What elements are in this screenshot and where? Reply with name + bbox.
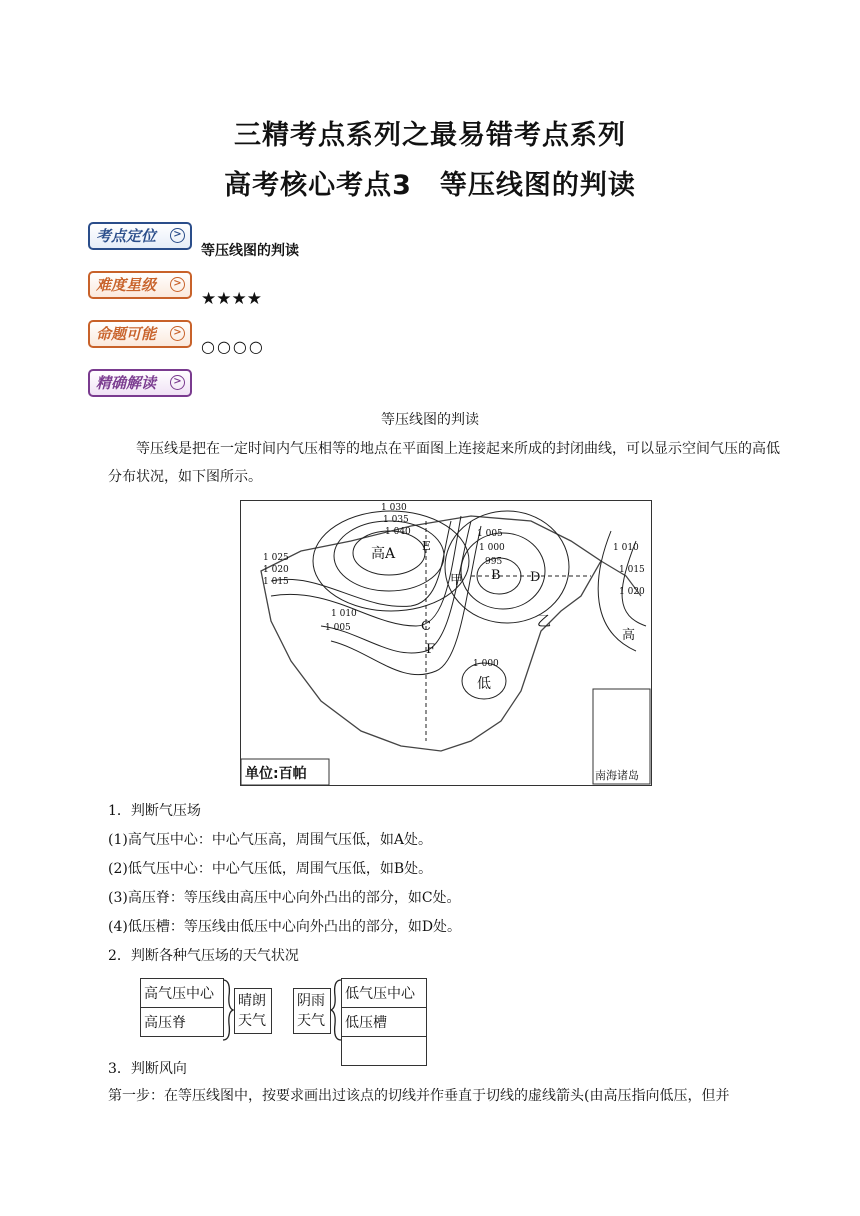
isobar-label: 995	[485, 557, 503, 567]
heading-1: 1．判断气压场	[108, 803, 201, 819]
isobar-label: 1 020	[619, 587, 645, 597]
point-1: (1)高气压中心：中心气压高，周围气压低，如A处。	[108, 832, 432, 848]
badge-kaodian	[88, 222, 192, 250]
label-jia: 甲	[450, 573, 464, 588]
right-brace-icon	[221, 978, 235, 1042]
isobar-label: 1 005	[325, 623, 351, 633]
isobar-label: 1 030	[381, 503, 407, 513]
isobar-label: 1 010	[331, 609, 357, 619]
isobar-label: 1 000	[473, 659, 499, 669]
point-2: (2)低气压中心：中心气压低，周围气压低，如B处。	[108, 861, 433, 877]
point-5: 第一步：在等压线图中，按要求画出过该点的切线并作垂直于切线的虚线箭头(由高压指向低压，但并	[108, 1088, 730, 1104]
badge-label: 精确解读	[96, 374, 157, 392]
badge-label: 难度星级	[96, 276, 157, 294]
label-d: D	[530, 570, 541, 585]
badge-value: 等压线图的判读	[201, 243, 299, 259]
intro-paragraph: 等压线是把在一定时间内气压相等的地点在平面图上连接起来所成的封闭曲线，可以显示空间气压的高低分布状况，如下图所示。	[108, 441, 780, 485]
label-high-a: 高A	[371, 546, 396, 562]
difficulty-stars: ★★★★	[201, 289, 262, 309]
label-c: C	[421, 619, 431, 634]
isobar-label: 1 010	[613, 543, 639, 553]
isobar-label: 1 040	[385, 527, 411, 537]
chevron-right-icon: >	[170, 277, 185, 292]
chevron-right-icon: >	[170, 228, 185, 243]
heading-2: 2．判断各种气压场的天气状况	[108, 948, 299, 964]
cell-low-center: 低气压中心	[342, 979, 427, 1008]
isobar-label: 1 020	[263, 565, 289, 575]
label-yi: 乙	[537, 614, 551, 630]
badge-label: 考点定位	[96, 227, 157, 245]
cell-high-center: 高气压中心	[141, 979, 224, 1008]
cell-empty	[342, 1037, 427, 1066]
chevron-right-icon: >	[170, 375, 185, 390]
isobar-label: 1 000	[479, 543, 505, 553]
cell-low-trough: 低压槽	[342, 1008, 427, 1037]
point-3: (3)高压脊：等压线由高压中心向外凸出的部分，如C处。	[108, 890, 461, 906]
inset-label: 南海诸岛	[595, 769, 639, 782]
isobar-label: 1 015	[263, 577, 289, 587]
section-title: 等压线图的判读	[381, 412, 479, 428]
label-b: B	[491, 568, 501, 583]
badge-possibility	[88, 320, 192, 348]
isobar-map	[240, 500, 652, 786]
sunny-box: 晴朗天气	[234, 988, 272, 1034]
possibility-circles: ○○○○	[201, 337, 265, 356]
point-4: (4)低压槽：等压线由低压中心向外凸出的部分，如D处。	[108, 919, 462, 935]
isobar-label: 1 005	[477, 529, 503, 539]
isobar-label: 1 015	[619, 565, 645, 575]
label-f: F	[426, 642, 436, 657]
chevron-right-icon: >	[170, 326, 185, 341]
label-e: E	[422, 539, 431, 553]
label-low: 低	[477, 676, 491, 692]
map-drawing	[241, 501, 651, 785]
heading-3: 3．判断风向	[108, 1061, 187, 1077]
series-title: 三精考点系列之最易错考点系列	[234, 120, 626, 151]
badge-interpretation	[88, 369, 192, 397]
page-title: 高考核心考点3 等压线图的判读	[224, 170, 636, 201]
cell-high-ridge: 高压脊	[141, 1008, 224, 1037]
label-east-high: 高	[622, 628, 636, 643]
badge-label: 命题可能	[96, 325, 157, 343]
rainy-box: 阴雨天气	[293, 988, 331, 1034]
isobar-label: 1 025	[263, 553, 289, 563]
unit-label: 单位:百帕	[245, 766, 307, 782]
badge-difficulty	[88, 271, 192, 299]
low-pressure-table	[341, 978, 427, 1066]
isobar-label: 1 035	[383, 515, 409, 525]
high-pressure-table	[140, 978, 224, 1037]
